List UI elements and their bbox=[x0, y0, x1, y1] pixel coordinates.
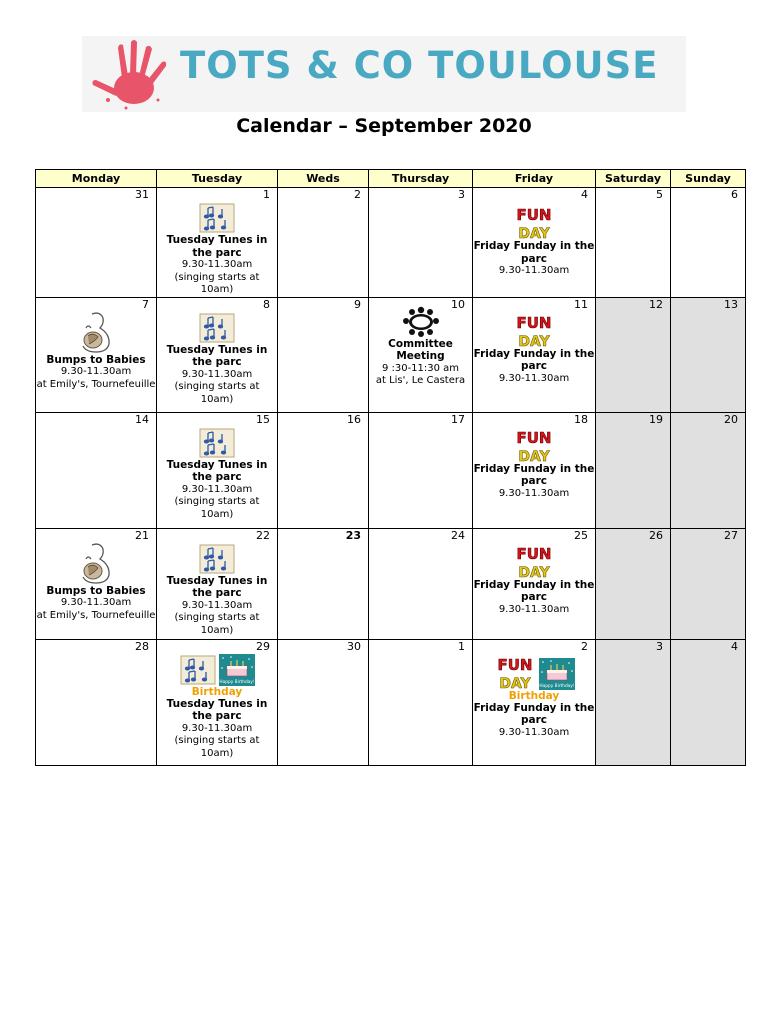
fun-day-icon bbox=[512, 543, 556, 579]
day-header: Weds bbox=[278, 170, 369, 188]
day-number: 18 bbox=[574, 412, 588, 426]
event-title: Bumps to Babies bbox=[46, 584, 146, 597]
event-location: at Emily's, Tournefeuille bbox=[36, 609, 156, 621]
day-cell-weekend bbox=[671, 297, 746, 412]
event-time: 9.30-11.30am bbox=[181, 259, 253, 270]
event-title: Committee Meeting bbox=[388, 337, 453, 362]
day-number: 24 bbox=[451, 528, 465, 542]
day-cell bbox=[278, 528, 369, 639]
birthday-icon-text: Happy Birthday! bbox=[539, 683, 575, 689]
day-cell bbox=[278, 639, 369, 765]
day-number: 8 bbox=[263, 297, 270, 311]
day-number: 5 bbox=[656, 188, 663, 201]
event-time: 9.30-11.30am bbox=[60, 366, 132, 377]
day-number: 6 bbox=[731, 188, 738, 201]
day-cell bbox=[369, 297, 473, 412]
day-cell bbox=[596, 188, 671, 298]
day-cell bbox=[369, 412, 473, 528]
day-number: 12 bbox=[649, 297, 663, 311]
event-title: Tuesday Tunes in the parc bbox=[166, 697, 268, 722]
day-cell bbox=[278, 188, 369, 298]
day-number: 16 bbox=[347, 412, 361, 426]
day-number: 23 bbox=[345, 528, 361, 542]
day-number: 10 bbox=[451, 297, 465, 311]
day-number: 9 bbox=[354, 297, 361, 311]
day-number: 25 bbox=[574, 528, 588, 542]
event-title: Tuesday Tunes in the parc bbox=[166, 458, 268, 483]
day-number: 3 bbox=[656, 639, 663, 653]
event-time: 9.30-11.30am bbox=[498, 265, 570, 276]
day-header: Tuesday bbox=[157, 170, 278, 188]
meeting-group-icon bbox=[401, 306, 441, 338]
day-cell-weekend bbox=[671, 528, 746, 639]
event-note: (singing starts at 10am) bbox=[174, 735, 260, 759]
svg-text:FUN: FUN bbox=[516, 313, 552, 332]
event-time: 9.30-11.30am bbox=[498, 487, 570, 499]
svg-text:DAY: DAY bbox=[518, 333, 550, 348]
day-number: 15 bbox=[256, 412, 270, 426]
day-number: 27 bbox=[724, 528, 738, 542]
header-banner bbox=[82, 36, 686, 112]
day-number: 20 bbox=[724, 412, 738, 426]
calendar-header-row bbox=[36, 170, 746, 188]
event-title: Friday Funday in the parc bbox=[473, 347, 595, 372]
day-number: 31 bbox=[135, 188, 149, 201]
day-number: 3 bbox=[458, 188, 465, 201]
calendar-week-row bbox=[36, 412, 746, 528]
event-time: 9.30-11.30am bbox=[181, 722, 253, 734]
brand-title: TOTS & CO TOULOUSE bbox=[180, 44, 659, 87]
svg-text:DAY: DAY bbox=[518, 226, 550, 240]
day-cell bbox=[157, 639, 278, 765]
day-cell bbox=[369, 188, 473, 298]
event-title: Friday Funday in the parc bbox=[473, 578, 595, 603]
day-header: Thursday bbox=[369, 170, 473, 188]
svg-text:DAY: DAY bbox=[518, 448, 550, 463]
day-number: 19 bbox=[649, 412, 663, 426]
day-number: 22 bbox=[256, 528, 270, 542]
day-number: 14 bbox=[135, 412, 149, 426]
day-cell bbox=[36, 188, 157, 298]
day-cell-weekend bbox=[596, 528, 671, 639]
day-cell bbox=[157, 528, 278, 639]
day-header: Friday bbox=[473, 170, 596, 188]
day-number: 11 bbox=[574, 297, 588, 311]
music-notes-icon bbox=[179, 654, 217, 686]
event-time: 9.30-11.30am bbox=[498, 603, 570, 615]
event-time: 9.30-11.30am bbox=[181, 599, 253, 611]
day-cell bbox=[157, 412, 278, 528]
day-cell-weekend bbox=[596, 297, 671, 412]
pregnancy-icon bbox=[76, 541, 116, 585]
calendar-week-row bbox=[36, 528, 746, 639]
day-number: 21 bbox=[135, 528, 149, 542]
day-number: 4 bbox=[731, 639, 738, 653]
event-time: 9 :30-11:30 am bbox=[381, 362, 460, 374]
day-cell bbox=[36, 412, 157, 528]
birthday-cake-icon bbox=[539, 658, 575, 690]
day-number: 29 bbox=[256, 639, 270, 653]
fun-day-icon bbox=[512, 312, 556, 348]
calendar-week-row bbox=[36, 639, 746, 765]
birthday-label: Birthday bbox=[191, 685, 243, 698]
event-time: 9.30-11.30am bbox=[498, 372, 570, 384]
day-cell bbox=[369, 528, 473, 639]
handprint-logo-icon bbox=[88, 38, 180, 112]
day-header: Saturday bbox=[596, 170, 671, 188]
calendar-table bbox=[35, 169, 746, 766]
event-time: 9.30-11.30am bbox=[181, 483, 253, 495]
day-number: 4 bbox=[581, 188, 588, 201]
day-header: Sunday bbox=[671, 170, 746, 188]
svg-text:DAY: DAY bbox=[499, 675, 531, 690]
event-time: 9.30-11.30am bbox=[181, 368, 253, 380]
event-note: (singing starts at 10am) bbox=[174, 496, 260, 520]
day-number: 30 bbox=[347, 639, 361, 653]
day-cell bbox=[278, 412, 369, 528]
day-cell bbox=[473, 412, 596, 528]
day-number: 17 bbox=[451, 412, 465, 426]
day-cell bbox=[473, 188, 596, 298]
day-cell-weekend bbox=[671, 639, 746, 765]
day-cell bbox=[473, 528, 596, 639]
calendar-week-row bbox=[36, 297, 746, 412]
birthday-icon-text: Happy Birthday! bbox=[219, 679, 255, 685]
fun-icon-text-top: FUN bbox=[516, 206, 552, 224]
day-number: 7 bbox=[142, 297, 149, 311]
day-cell bbox=[157, 297, 278, 412]
music-notes-icon bbox=[198, 312, 236, 344]
day-cell bbox=[278, 297, 369, 412]
day-number: 2 bbox=[581, 639, 588, 653]
event-title: Friday Funday in the parc bbox=[473, 240, 595, 265]
day-number: 2 bbox=[354, 188, 361, 201]
day-cell bbox=[369, 639, 473, 765]
event-title: Tuesday Tunes in the parc bbox=[166, 574, 268, 599]
day-cell-weekend bbox=[596, 412, 671, 528]
event-title: Tuesday Tunes in the parc bbox=[166, 343, 268, 368]
day-cell bbox=[671, 188, 746, 298]
event-time: 9.30-11.30am bbox=[498, 726, 570, 738]
event-title: Friday Funday in the parc bbox=[473, 701, 595, 726]
event-time: 9.30-11.30am bbox=[60, 597, 132, 608]
event-title: Tuesday Tunes in the parc bbox=[166, 234, 268, 259]
day-number: 26 bbox=[649, 528, 663, 542]
day-number: 1 bbox=[263, 188, 270, 201]
birthday-cake-icon bbox=[219, 654, 255, 686]
day-cell bbox=[473, 297, 596, 412]
day-cell bbox=[473, 639, 596, 765]
day-cell bbox=[36, 297, 157, 412]
fun-day-icon bbox=[512, 427, 556, 463]
event-note: (singing starts at 10am) bbox=[174, 271, 260, 295]
day-cell bbox=[157, 188, 278, 298]
pregnancy-icon bbox=[76, 310, 116, 354]
day-number: 28 bbox=[135, 639, 149, 653]
svg-text:DAY: DAY bbox=[518, 564, 550, 579]
calendar-week-row bbox=[36, 188, 746, 298]
event-note: (singing starts at 10am) bbox=[174, 612, 260, 636]
fun-day-icon bbox=[493, 654, 537, 690]
day-cell-weekend bbox=[671, 412, 746, 528]
svg-text:FUN: FUN bbox=[516, 428, 552, 447]
day-cell bbox=[36, 639, 157, 765]
day-number: 13 bbox=[724, 297, 738, 311]
fun-day-icon bbox=[512, 204, 556, 240]
page-title: Calendar – September 2020 bbox=[236, 115, 532, 137]
event-note: (singing starts at 10am) bbox=[174, 381, 260, 405]
event-location: at Emily's, Tournefeuille bbox=[36, 378, 156, 390]
music-notes-icon bbox=[198, 543, 236, 575]
day-cell-weekend bbox=[596, 639, 671, 765]
svg-text:FUN: FUN bbox=[497, 655, 533, 674]
event-location: at Lis', Le Castera bbox=[375, 375, 466, 386]
music-notes-icon bbox=[198, 202, 236, 234]
svg-text:FUN: FUN bbox=[516, 544, 552, 563]
music-notes-icon bbox=[198, 427, 236, 459]
day-cell bbox=[36, 528, 157, 639]
event-title: Bumps to Babies bbox=[46, 353, 146, 366]
event-title: Friday Funday in the parc bbox=[473, 462, 595, 487]
day-header: Monday bbox=[36, 170, 157, 188]
day-number: 1 bbox=[458, 639, 465, 653]
birthday-label: Birthday bbox=[508, 689, 560, 702]
